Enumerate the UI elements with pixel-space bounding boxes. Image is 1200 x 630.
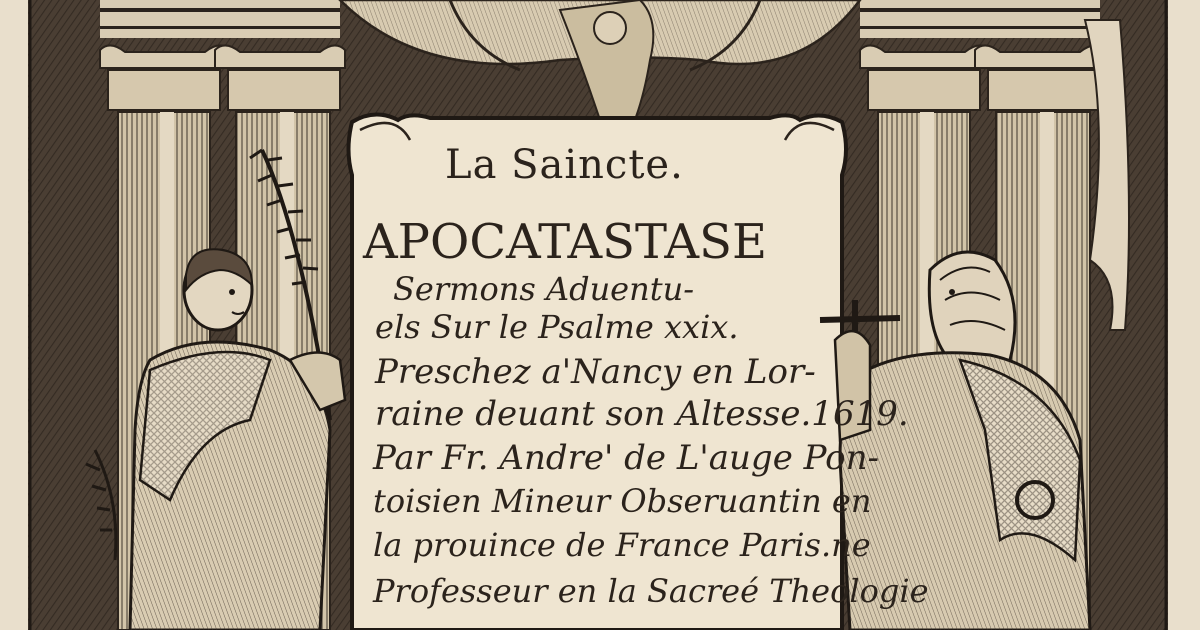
text-line-6: raine deuant son Altesse.1619. — [375, 394, 909, 434]
text-line-4: els Sur le Psalme xxix. — [375, 308, 739, 346]
text-line-7: Par Fr. Andre' de L'auge Pon- — [373, 438, 879, 478]
text-line-8: toisien Mineur Obseruantin en — [373, 482, 872, 520]
text-line-10: Professeur en la Sacreé Theologie — [373, 572, 929, 610]
text-line-1: La Saincte. — [445, 142, 684, 188]
text-line-5: Preschez a'Nancy en Lor- — [375, 352, 816, 392]
text-line-9: la prouince de France Paris.ne — [373, 526, 871, 564]
cartouche-text — [345, 130, 929, 630]
text-line-2-title: APOCATASTASE — [363, 214, 767, 270]
text-line-3: Sermons Aduentu- — [393, 270, 694, 308]
